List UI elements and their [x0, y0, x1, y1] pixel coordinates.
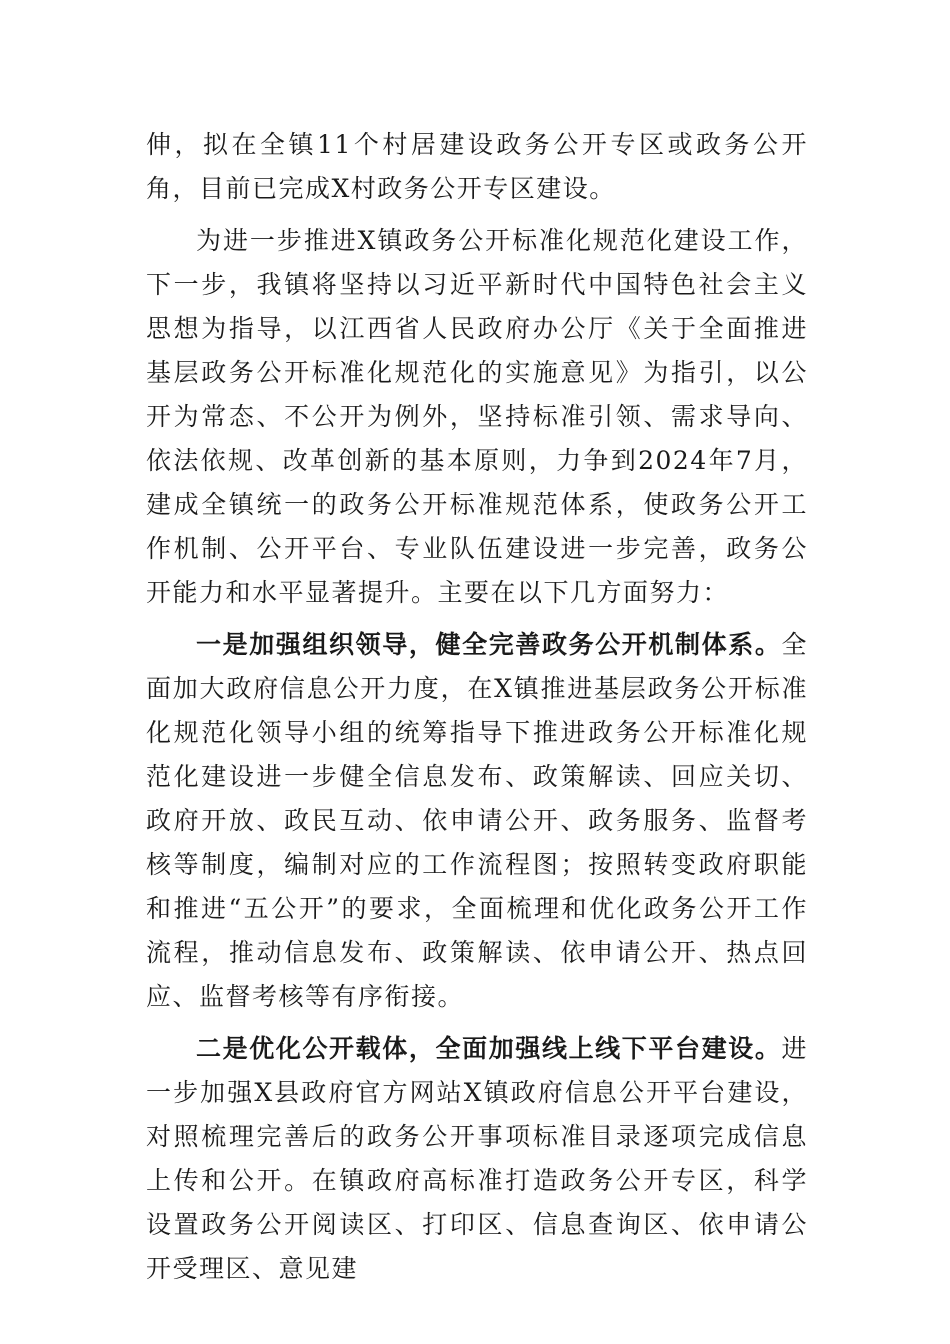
paragraph-continued	[146, 123, 808, 211]
paragraph-next-steps	[146, 219, 808, 615]
document-body	[146, 123, 808, 1299]
paragraph-text: 伸，拟在全镇11个村居建设政务公开专区或政务公开角，目前已完成X村政务公开专区建设。	[146, 130, 808, 203]
paragraph-text: 为进一步推进X镇政务公开标准化规范化建设工作，下一步，我镇将坚持以习近平新时代中国特色社会主义思想为指导，以江西省人民政府办公厅《关于全面推进基层政务公开标准化规范化的实施意见》为指引，以公开为常态、不公开为例外，坚持标准引领、需求导向、依法依规、改革创新的基本原则，力争到2024年7月，建成全镇统一的政务公开标准规范体系，使政务公开工作机制、公开平台、专业队伍建设进一步完善，政务公开能力和水平显著提升。主要在以下几方面努力：	[146, 226, 808, 607]
paragraph-text: 全面加大政府信息公开力度，在X镇推进基层政务公开标准化规范化领导小组的统筹指导下推进政务公开标准化规范化建设进一步健全信息发布、政策解读、回应关切、政府开放、政民互动、依申请公开、政务服务、监督考核等制度，编制对应的工作流程图；按照转变政府职能和推进“五公开”的要求，全面梳理和优化政务公开工作流程，推动信息发布、政策解读、依申请公开、热点回应、监督考核等有序衔接。	[146, 630, 808, 1011]
paragraph-text: 进一步加强X县政府官方网站X镇政府信息公开平台建设，对照梳理完善后的政务公开事项标准目录逐项完成信息上传和公开。在镇政府高标准打造政务公开专区，科学设置政务公开阅读区、打印区、信息查询区、依申请公开受理区、意见建	[146, 1034, 808, 1283]
paragraph-point-one	[146, 623, 808, 1019]
paragraph-lead-heading: 二是优化公开载体，全面加强线上线下平台建设。	[196, 1034, 782, 1063]
paragraph-lead-heading: 一是加强组织领导，健全完善政务公开机制体系。	[196, 630, 782, 659]
paragraph-point-two	[146, 1027, 808, 1291]
